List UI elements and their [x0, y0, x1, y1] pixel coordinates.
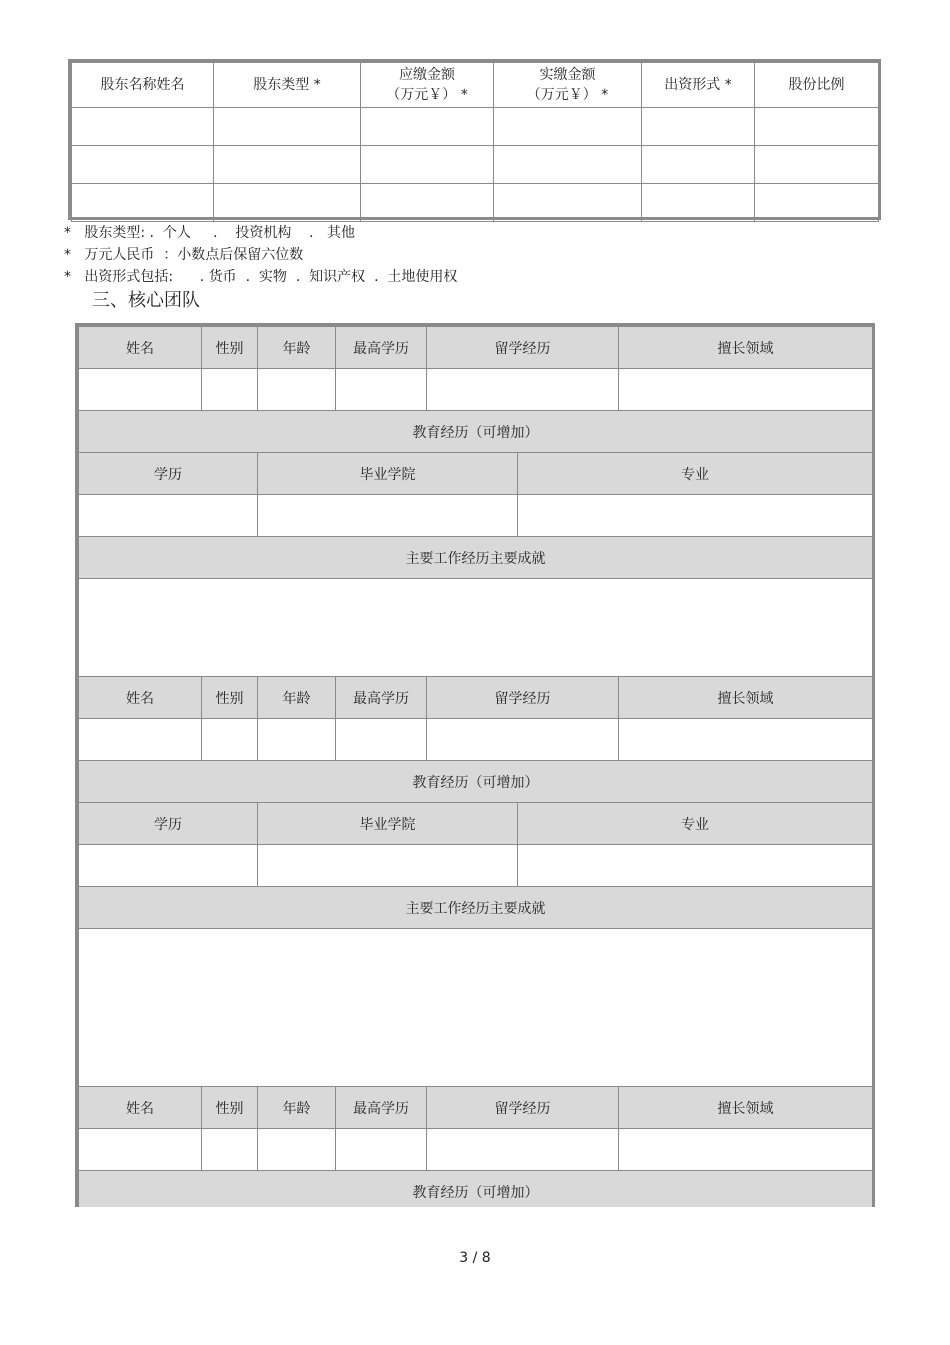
header-age: 年龄	[258, 677, 336, 719]
header-edu-level: 学历	[79, 803, 258, 845]
header-major: 专业	[518, 453, 873, 495]
school-input[interactable]	[258, 845, 518, 887]
degree-input[interactable]	[336, 1129, 427, 1171]
cell-input[interactable]	[755, 184, 879, 222]
edu-title-row	[79, 761, 873, 803]
shareholder-table	[68, 59, 881, 220]
edu-input-row	[79, 845, 873, 887]
cell-input[interactable]	[755, 146, 879, 184]
cell-input[interactable]	[361, 184, 494, 222]
header-gender: 性别	[202, 677, 258, 719]
expertise-input[interactable]	[619, 369, 873, 411]
edu-title: 教育经历（可增加）	[79, 411, 873, 453]
edu-title-row	[79, 1171, 873, 1208]
member-header-row	[79, 677, 873, 719]
page-number: 3 / 8	[459, 1250, 491, 1266]
edu-header-row	[79, 803, 873, 845]
cell-input[interactable]	[72, 146, 214, 184]
member-header-row	[79, 1087, 873, 1129]
table-row	[72, 184, 879, 222]
col-shareholder-type: 股东类型 *	[214, 63, 361, 108]
header-name: 姓名	[79, 1087, 202, 1129]
note-currency: * 万元人民币 ：小数点后保留六位数	[64, 247, 304, 263]
amount-paid-label: 实缴金额	[539, 67, 596, 83]
table-row	[72, 146, 879, 184]
note-contribution-form: * 出资形式包括: . 货币 . 实物 . 知识产权 . 土地使用权	[64, 269, 458, 285]
work-input-row	[79, 579, 873, 677]
cell-input[interactable]	[642, 146, 755, 184]
edu-title: 教育经历（可增加）	[79, 1171, 873, 1208]
age-input[interactable]	[258, 369, 336, 411]
cell-input[interactable]	[494, 108, 642, 146]
cell-input[interactable]	[361, 146, 494, 184]
core-team-table	[75, 323, 875, 1207]
col-amount-due	[361, 63, 494, 108]
edu-level-input[interactable]	[79, 495, 258, 537]
abroad-input[interactable]	[427, 369, 619, 411]
header-name: 姓名	[79, 327, 202, 369]
cell-input[interactable]	[642, 184, 755, 222]
header-expertise: 擅长领域	[619, 327, 873, 369]
cell-input[interactable]	[214, 108, 361, 146]
major-input[interactable]	[518, 845, 873, 887]
cell-input[interactable]	[494, 146, 642, 184]
header-edu-level: 学历	[79, 453, 258, 495]
degree-input[interactable]	[336, 719, 427, 761]
header-abroad: 留学经历	[427, 1087, 619, 1129]
amount-due-unit: （万元￥） *	[386, 87, 468, 103]
work-input[interactable]	[79, 929, 873, 1087]
edu-title: 教育经历（可增加）	[79, 761, 873, 803]
name-input[interactable]	[79, 719, 202, 761]
gender-input[interactable]	[202, 369, 258, 411]
col-contribution-form: 出资形式 *	[642, 63, 755, 108]
header-school: 毕业学院	[258, 453, 518, 495]
member-header-row	[79, 327, 873, 369]
age-input[interactable]	[258, 719, 336, 761]
header-age: 年龄	[258, 1087, 336, 1129]
gender-input[interactable]	[202, 719, 258, 761]
col-share-ratio: 股份比例	[755, 63, 879, 108]
header-degree: 最高学历	[336, 327, 427, 369]
cell-input[interactable]	[72, 108, 214, 146]
school-input[interactable]	[258, 495, 518, 537]
col-shareholder-name: 股东名称姓名	[72, 63, 214, 108]
cell-input[interactable]	[72, 184, 214, 222]
header-expertise: 擅长领域	[619, 677, 873, 719]
edu-title-row	[79, 411, 873, 453]
name-input[interactable]	[79, 1129, 202, 1171]
major-input[interactable]	[518, 495, 873, 537]
work-title-row	[79, 887, 873, 929]
degree-input[interactable]	[336, 369, 427, 411]
note-shareholder-type: * 股东类型: . 个人 . 投资机构 . 其他	[64, 225, 355, 241]
header-degree: 最高学历	[336, 677, 427, 719]
table-row	[72, 108, 879, 146]
name-input[interactable]	[79, 369, 202, 411]
cell-input[interactable]	[214, 184, 361, 222]
cell-input[interactable]	[642, 108, 755, 146]
section-title: 三、核心团队	[92, 290, 200, 311]
cell-input[interactable]	[494, 184, 642, 222]
notes	[64, 222, 457, 288]
work-input[interactable]	[79, 579, 873, 677]
header-abroad: 留学经历	[427, 327, 619, 369]
header-school: 毕业学院	[258, 803, 518, 845]
edu-level-input[interactable]	[79, 845, 258, 887]
header-gender: 性别	[202, 327, 258, 369]
work-title: 主要工作经历主要成就	[79, 537, 873, 579]
col-amount-paid	[494, 63, 642, 108]
age-input[interactable]	[258, 1129, 336, 1171]
header-gender: 性别	[202, 1087, 258, 1129]
header-degree: 最高学历	[336, 1087, 427, 1129]
work-title: 主要工作经历主要成就	[79, 887, 873, 929]
abroad-input[interactable]	[427, 719, 619, 761]
header-abroad: 留学经历	[427, 677, 619, 719]
expertise-input[interactable]	[619, 1129, 873, 1171]
cell-input[interactable]	[361, 108, 494, 146]
cell-input[interactable]	[755, 108, 879, 146]
abroad-input[interactable]	[427, 1129, 619, 1171]
header-expertise: 擅长领域	[619, 1087, 873, 1129]
amount-paid-unit: （万元￥） *	[526, 87, 609, 103]
header-name: 姓名	[79, 677, 202, 719]
member-input-row	[79, 369, 873, 411]
header-major: 专业	[518, 803, 873, 845]
edu-header-row	[79, 453, 873, 495]
amount-due-label: 应缴金额	[399, 67, 455, 83]
header-age: 年龄	[258, 327, 336, 369]
gender-input[interactable]	[202, 1129, 258, 1171]
edu-input-row	[79, 495, 873, 537]
cell-input[interactable]	[214, 146, 361, 184]
expertise-input[interactable]	[619, 719, 873, 761]
work-title-row	[79, 537, 873, 579]
member-input-row	[79, 719, 873, 761]
work-input-row	[79, 929, 873, 1087]
member-input-row	[79, 1129, 873, 1171]
